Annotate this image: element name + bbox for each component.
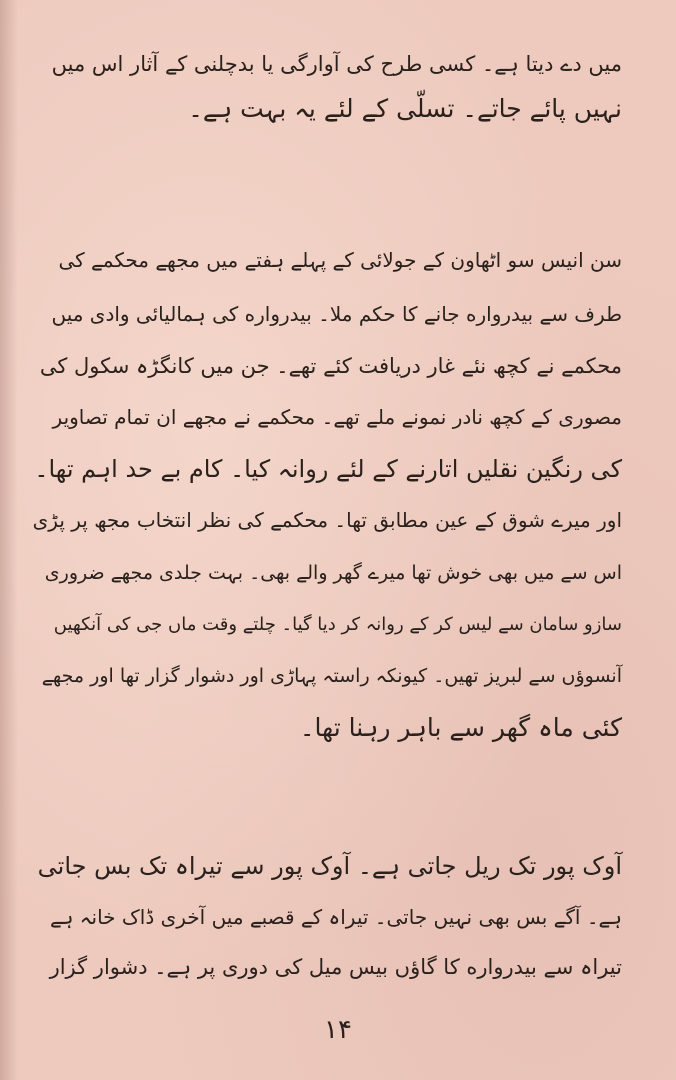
- text-line: کئی ماہ گھر سے باہر رہنا تھا۔: [299, 713, 622, 742]
- text-line: کی رنگین نقلیں اتارنے کے لئے روانہ کیا۔ کام بے حد اہم تھا۔: [34, 455, 622, 483]
- text-line: تیراہ سے بیدرواره کا گاؤں بیس میل کی دوری پر ہے۔ دشوار گزار: [49, 955, 622, 979]
- text-line: اور میرے شوق کے عین مطابق تھا۔ محکمے کی نظر انتخاب مجھ پر پڑی: [32, 508, 622, 532]
- text-line: اس سے میں بھی خوش تھا میرے گھر والے بھی۔ بہت جلدی مجھے ضروری: [44, 562, 622, 584]
- text-line: آوک پور تک ریل جاتی ہے۔ آوک پور سے تیراہ تک بس جاتی: [37, 852, 622, 880]
- text-line: سازو سامان سے لیس کر کے روانہ کر دیا گیا۔ چلتے وقت ماں جی کی آنکھیں: [53, 614, 622, 635]
- text-line: آنسوؤں سے لبریز تھیں۔ کیونکہ راستہ پہاڑی اور دشوار گزار تھا اور مجھے: [41, 665, 622, 687]
- text-line: نہیں پائے جاتے۔ تسلّی کے لئے یہ بہت ہے۔: [188, 94, 622, 123]
- page-gutter-shadow: [0, 0, 18, 1080]
- page-number: ۱۴: [324, 1015, 352, 1045]
- text-line: ہے۔ آگے بس بھی نہیں جاتی۔ تیراہ کے قصبے میں آخری ڈاک خانہ ہے: [49, 905, 622, 929]
- text-line: سن انیس سو اٹھاون کے جولائی کے پہلے ہفتے میں مجھے محکمے کی: [58, 248, 622, 272]
- text-line: مصوری کے کچھ نادر نمونے ملے تھے۔ محکمے نے مجھے ان تمام تصاویر: [52, 405, 622, 429]
- text-line: محکمے نے کچھ نئے غار دریافت کئے تھے۔ جن میں کانگڑہ سکول کی: [39, 354, 622, 378]
- text-line: طرف سے بیدرواره جانے کا حکم ملا۔ بیدرواره کی ہمالیائی وادی میں: [51, 302, 622, 326]
- text-line: میں دے دیتا ہے۔ کسی طرح کی آوارگی یا بدچلنی کے آثار اس میں: [51, 52, 622, 76]
